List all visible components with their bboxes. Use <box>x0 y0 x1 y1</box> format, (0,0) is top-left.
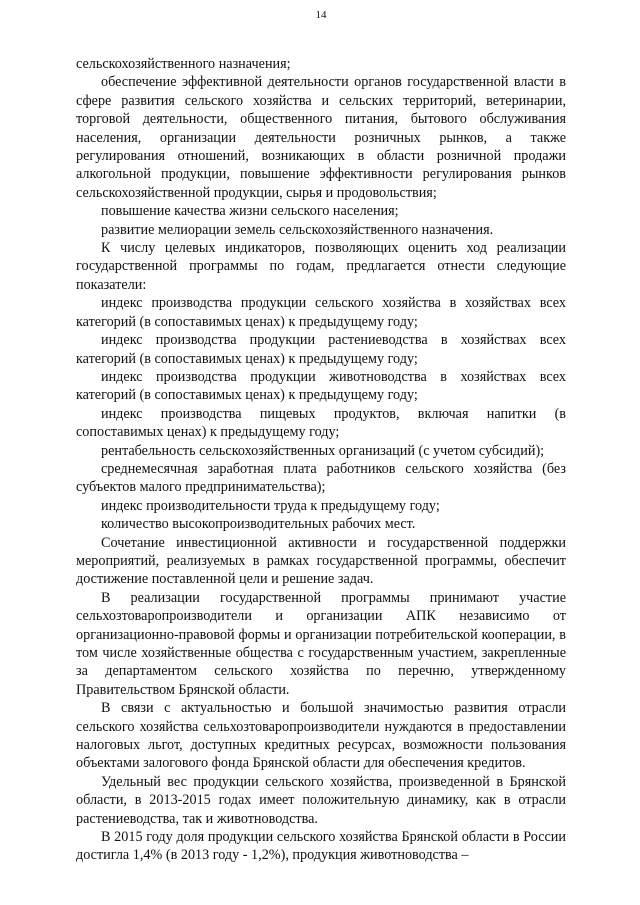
paragraph: индекс производительности труда к предыдущему году; <box>101 497 440 514</box>
paragraph: Удельный вес продукции сельского хозяйства, произведенной в Брянской области, в 2013-2015 годах имеет положительную динамику, как в отрасли растениеводства, так и животноводства. <box>76 773 566 827</box>
paragraph: развитие мелиорации земель сельскохозяйственного назначения. <box>101 221 494 238</box>
paragraph: К числу целевых индикаторов, позволяющих оценить ход реализации государственной программы по годам, предлагается отнести следующие показатели: <box>76 240 566 293</box>
paragraph: Сочетание инвестиционной активности и государственной поддержки мероприятий, реализуемых в рамках государственной программы, обеспечит достижение поставленной цели и решение задач. <box>76 534 566 588</box>
paragraph: среднемесячная заработная плата работников сельского хозяйства (без субъектов малого предпринимательства); <box>76 460 566 496</box>
paragraph: индекс производства продукции растениеводства в хозяйствах всех категорий (в сопоставимых ценах) к предыдущему году; <box>76 332 566 367</box>
paragraph: повышение качества жизни сельского населения; <box>101 203 399 220</box>
paragraph: рентабельность сельскохозяйственных организаций (с учетом субсидий); <box>101 442 545 459</box>
paragraph: обеспечение эффективной деятельности органов государственной власти в сфере развития сельского хозяйства и сельских территорий, ветеринарии, торговой деятельности, общественного питания, бытового обслуживания населения, организации деятельности розничных рынков, а также регулирования отношений, возникающих в области розничной продажи алкогольной продукции, повышение эффективности регулирования рынков сельскохозяйственной продукции, сырья и продовольствия; <box>76 74 566 201</box>
document-body <box>76 55 566 865</box>
paragraph: сельскохозяйственного назначения; <box>76 56 291 72</box>
paragraph: индекс производства продукции сельского хозяйства в хозяйствах всех категорий (в сопоставимых ценах) к предыдущему году; <box>76 295 566 330</box>
paragraph: индекс производства продукции животноводства в хозяйствах всех категорий (в сопоставимых ценах) к предыдущему году; <box>76 368 566 404</box>
paragraph: В 2015 году доля продукции сельского хозяйства Брянской области в России достигла 1,4% (в 2013 году - 1,2%), продукция животноводства – <box>76 829 566 864</box>
page-number: 14 <box>315 9 327 21</box>
paragraph: В связи с актуальностью и большой значимостью развития отрасли сельского хозяйства сельхозтоваропроизводители нуждаются в предоставлении налоговых льгот, доступных кредитных ресурсах, возможности пользования объектами залогового фонда Брянской области для обеспечения кредитов. <box>76 700 566 772</box>
paragraph: индекс производства пищевых продуктов, включая напитки (в сопоставимых ценах) к предыдущему году; <box>76 405 566 441</box>
paragraph: В реализации государственной программы принимают участие сельхозтоваропроизводители и организации АПК независимо от организационно-правовой формы и организации потребительской кооперации, в том числе хозяйственные общества с государственным участием, закрепленные за департаментом сельского хозяйства по перечню, утвержденному Правительством Брянской области. <box>76 589 566 698</box>
paragraph: количество высокопроизводительных рабочих мест. <box>101 516 416 533</box>
